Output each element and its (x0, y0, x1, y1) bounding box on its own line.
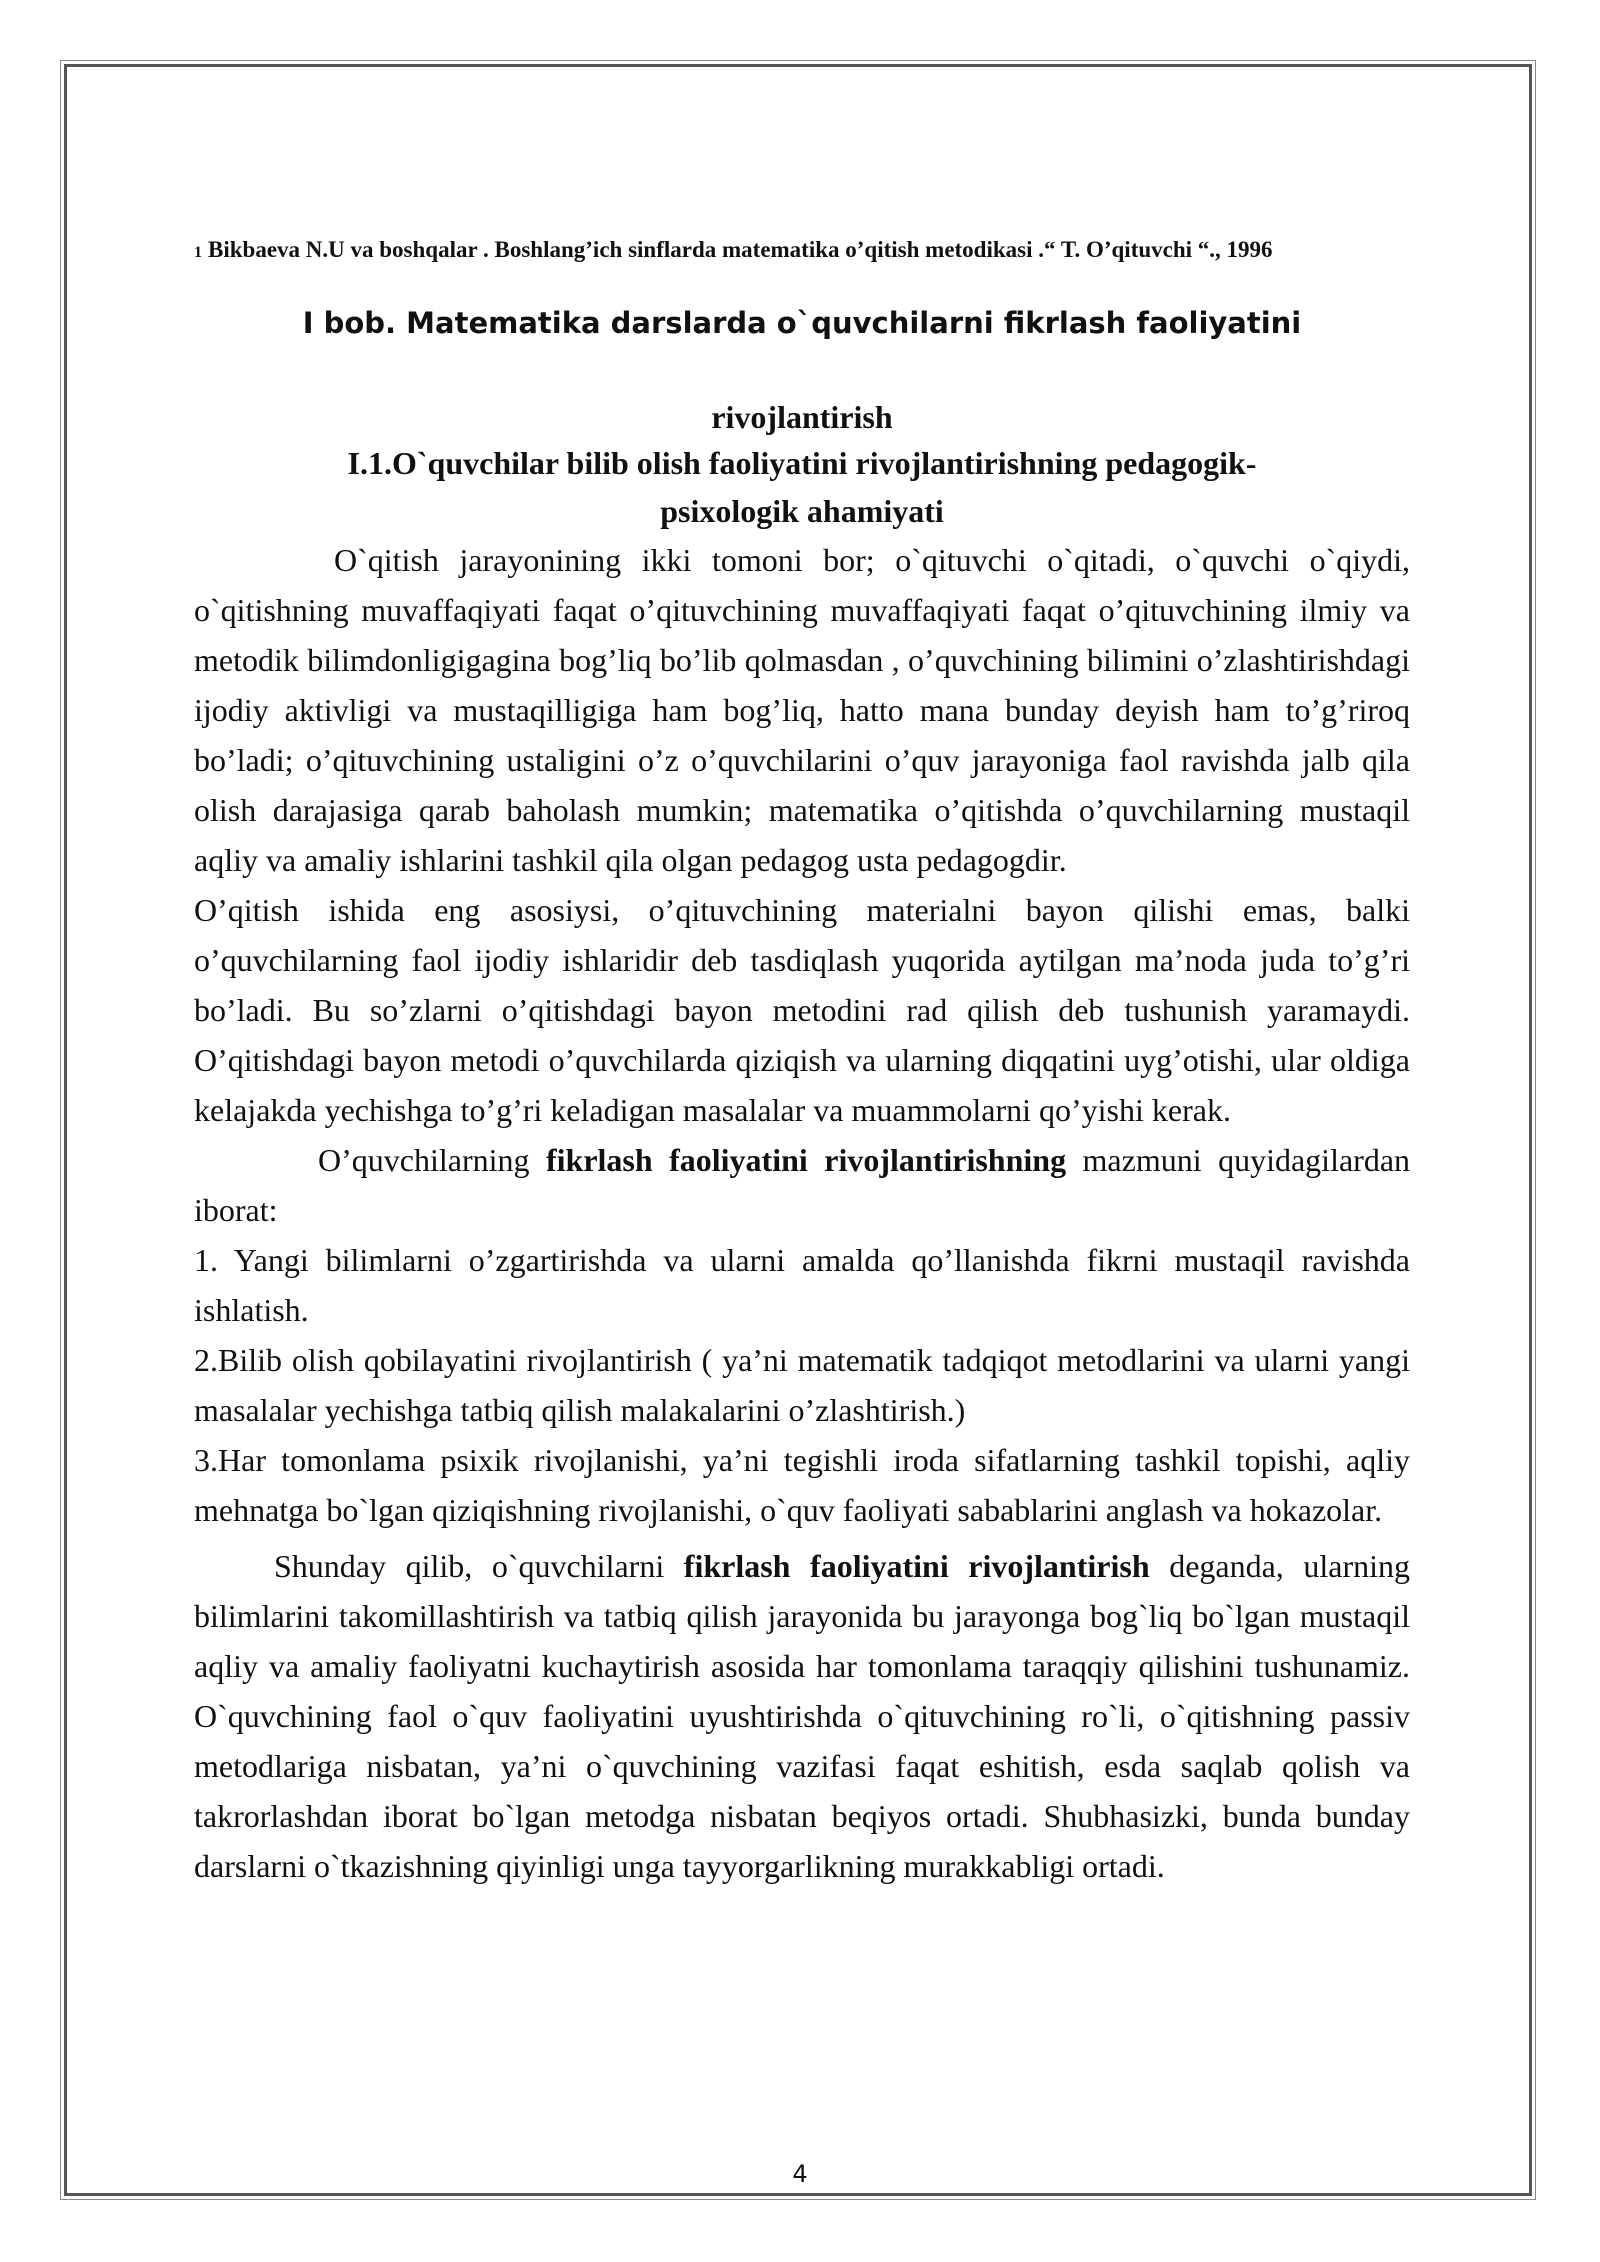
paragraph-3-text-end: mazmuni quyidagilardan iborat: (194, 1142, 1411, 1228)
list-item-1: 1. Yangi bilimlarni o’zgartirishda va ularni amalda qo’llanishda fikrni mustaqil ravishda ishlatish. (194, 1242, 1410, 1328)
section-title-line-1: I.1.O`quvchilar bilib olish faoliyatini rivojlantirishning pedagogik- (347, 445, 1257, 481)
paragraph-3 (194, 1135, 1410, 1235)
footnote (194, 228, 1410, 275)
list-item-3: 3.Har tomonlama psixik rivojlanishi, ya’ni tegishli iroda sifatlarning tashkil topishi, aqliy mehnatga bo`lgan qiziqishning rivojlanishi, o`quv faoliyati sabablarini anglash va hokazolar. (194, 1442, 1410, 1528)
footnote-text: Bikbaeva N.U va boshqalar . Boshlang’ich sinflarda matematika o’qitish metodikasi .“ T. O’qituvchi “., 1996 (208, 237, 1273, 262)
page-number: 4 (792, 2160, 808, 2188)
paragraph-4-bold: fikrlash faoliyatini rivojlantirish (683, 1548, 1150, 1584)
section-title-line-2: psixologik ahamiyati (660, 493, 944, 529)
chapter-title: I bob. Matematika darslarda o`quvchilarni fikrlash faoliyatini (302, 306, 1302, 340)
paragraph-4-text-end: deganda, ularning bilimlarini takomillashtirish va tatbiq qilish jarayonida bu jarayonga bog`liq bo`lgan mustaqil aqliy va amaliy faoliyatni kuchaytirish asosida har tomonlama taraqqiy qilishini tushunamiz. O`quvchining faol o`quv faoliyatini uyushtirishda o`qituvchining ro`li, o`qitishning passiv metodlariga nisbatan, ya’ni o`quvchining vazifasi faqat eshitish, esda saqlab qolish va takrorlashdan iborat bo`lgan metodga nisbatan beqiyos ortadi. Shubhasizki, bunda bunday darslarni o`tkazishning qiyinligi unga tayyorgarlikning murakkabligi ortadi. (194, 1548, 1411, 1884)
paragraph-2: O’qitish ishida eng asosiysi, o’qituvchining materialni bayon qilishi emas, balki o’quvchilarning faol ijodiy ishlaridir deb tasdiqlash yuqorida aytilgan ma’noda juda to’g’ri bo’ladi. Bu so’zlarni o’qitishdagi bayon metodini rad qilish deb tushunish yaramaydi. O’qitishdagi bayon metodi o’quvchilarda qiziqish va ularning diqqatini uyg’otishi, ular oldiga kelajakda yechishga to’g’ri keladigan masalalar va muammolarni qo’yishi kerak. (194, 892, 1410, 1128)
document-body (194, 228, 1410, 1891)
paragraph-4-text: Shunday qilib, o`quvchilarni (274, 1548, 684, 1584)
footnote-number: 1 (194, 244, 202, 261)
list-item-2: 2.Bilib olish qobilayatini rivojlantirish ( ya’ni matematik tadqiqot metodlarini va ularni yangi masalalar yechishga tatbiq qilish malakalarini o’zlashtirish.) (194, 1342, 1410, 1428)
paragraph-3-bold: fikrlash faoliyatini rivojlantirishning (545, 1142, 1067, 1178)
paragraph-1: O`qitish jarayonining ikki tomoni bor; o`qituvchi o`qitadi, o`quvchi o`qiydi, o`qitishning muvaffaqiyati faqat o’qituvchining muvaffaqiyati faqat o’qituvchining ilmiy va metodik bilimdonligigagina bog’liq bo’lib qolmasdan , o’quvchining bilimini o’zlashtirishdagi ijodiy aktivligi va mustaqilligiga ham bog’liq, hatto mana bunday deyish ham to’g’riroq bo’ladi; o’qituvchining ustaligini o’z o’quvchilarini o’quv jarayoniga faol ravishda jalb qila olish darajasiga qarab baholash mumkin; matematika o’qitishda o’quvchilarning mustaqil aqliy va amaliy ishlarini tashkil qila olgan pedagog usta pedagogdir. (194, 542, 1410, 878)
paragraph-3-text: O’quvchilarning (318, 1142, 546, 1178)
chapter-title-continued: rivojlantirish (711, 399, 893, 435)
paragraph-4 (194, 1541, 1410, 1891)
